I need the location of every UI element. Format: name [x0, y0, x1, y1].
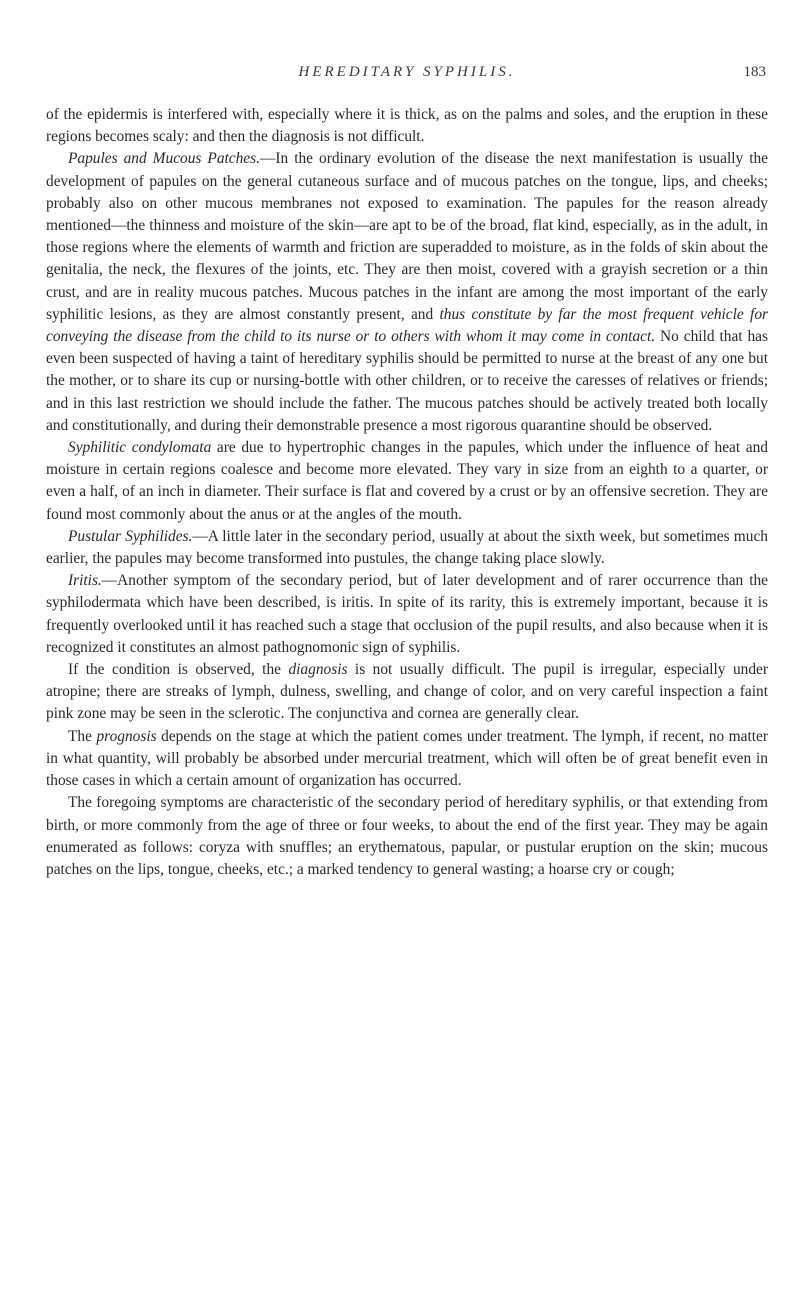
paragraph-text: —Another symptom of the secondary period, but of later development and of rarer occurrence than the syphilodermata which have been described, is iritis. In spite of its rarity, this is extremely important, because it is frequently overlooked until it has reached such a stage that occlusion of the pupil results, and also because when it is recognized it constitutes an almost pathognomonic sign of syphilis.: [46, 572, 768, 656]
emphasis-text: diagnosis: [288, 661, 348, 679]
body-text: [46, 104, 768, 881]
paragraph-text: depends on the stage at which the patient comes under treatment. The lymph, if recent, no matter in what quantity, will probably be absorbed under mercurial treatment, which will often be of great benefit even in those cases in which a certain amount of organization has occurred.: [46, 727, 768, 790]
paragraph-summary: [46, 792, 768, 881]
emphasis-text: thus constitute by far the most frequent vehicle for conveying the disease from the child to its nurse or to others with whom it may come in contact.: [46, 305, 768, 346]
paragraph-prognosis: [46, 726, 768, 793]
section-heading: Papules and Mucous Patches.: [68, 150, 260, 168]
emphasis-text: prognosis: [96, 727, 157, 745]
running-title: HEREDITARY SYPHILIS.: [298, 64, 516, 80]
page-number: 183: [743, 64, 766, 80]
paragraph-papules: [46, 148, 768, 437]
paragraph-text: of the epidermis is interfered with, especially where it is thick, as on the palms and soles, and the eruption in these regions becomes scaly: and then the diagnosis is not difficult.: [46, 106, 768, 146]
section-heading: Pustular Syphilides.: [68, 527, 193, 545]
paragraph-text: The foregoing symptoms are characteristic of the secondary period of hereditary syphilis, or that extending from birth, or more commonly from the age of three or four weeks, to about the end of the first year. They may be again enumerated as follows: coryza with snuffles; an erythematous, papular, or pustular eruption on the skin; mucous patches on the lips, tongue, cheeks, etc.; a marked tendency to general wasting; a hoarse cry or cough;: [46, 794, 768, 878]
paragraph-text: are due to hypertrophic changes in the papules, which under the influence of heat and moisture in certain regions coalesce and become more elevated. They vary in size from an eighth to a quarter, or even a half, of an inch in diameter. Their surface is flat and covered by a crust or by an offensive secretion. They are found most commonly about the anus or at the angles of the mouth.: [46, 439, 768, 523]
paragraph-text: The: [68, 727, 97, 745]
paragraph: [46, 104, 768, 148]
section-heading: Iritis.: [68, 572, 102, 590]
paragraph-text: —In the ordinary evolution of the disease the next manifestation is usually the development of papules on the general cutaneous surface and of mucous patches on the tongue, lips, and cheeks; probably also on other mucous membranes not exposed to examination. The papules for the reason already mentioned—the thinness and moisture of the skin—are apt to be of the broad, flat kind, especially, as in the adult, in those regions where the elements of warmth and friction are superadded to moisture, as in the folds of skin about the genitalia, the neck, the flexures of the joints, etc. They are then moist, covered with a grayish secretion or a thin crust, and are in reality mucous patches. Mucous patches in the infant are among the most important of the early syphilitic lesions, as they are almost constantly present, and: [46, 150, 768, 323]
paragraph-text: —A little later in the secondary period, usually at about the sixth week, but sometimes much earlier, the papules may become transformed into pustules, the change taking place slowly.: [46, 527, 768, 568]
paragraph-text: If the condition is observed, the: [68, 661, 289, 679]
paragraph-text: No child that has even been suspected of having a taint of hereditary syphilis should be permitted to nurse at the breast of any one but the mother, or to share its cup or nursing-bottle with other children, or to receive the caresses of relatives or friends; and in this last restriction we should include the father. The mucous patches should be actively treated both locally and constitutionally, and during their demonstrable presence a most rigorous quarantine should be observed.: [46, 328, 768, 434]
paragraph-pustular: [46, 526, 768, 570]
paragraph-condylomata: [46, 437, 768, 526]
paragraph-text: is not usually difficult. The pupil is irregular, especially under atropine; there are streaks of lymph, dulness, swelling, and change of color, and on very careful inspection a faint pink zone may be seen in the sclerotic. The conjunctiva and cornea are generally clear.: [46, 661, 768, 723]
section-heading: Syphilitic condylomata: [68, 439, 212, 457]
paragraph-diagnosis: [46, 659, 768, 726]
running-head: [46, 64, 768, 88]
paragraph-iritis: [46, 570, 768, 659]
